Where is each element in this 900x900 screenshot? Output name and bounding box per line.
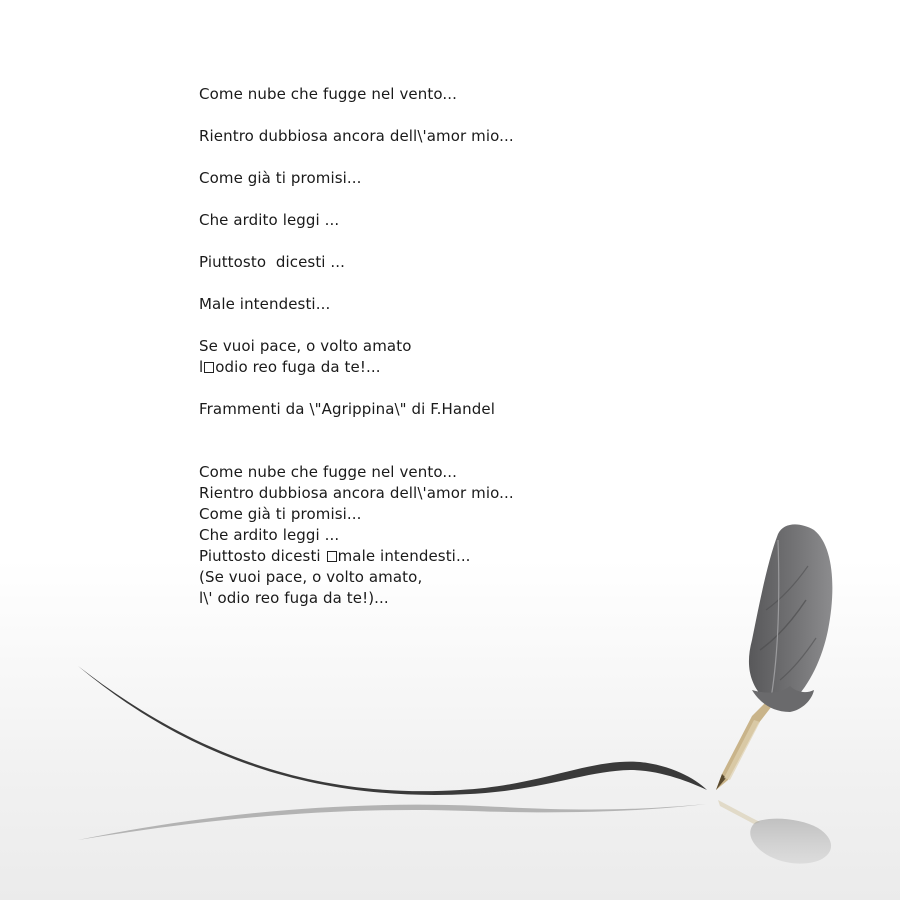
stanza (199, 336, 759, 378)
stanza (199, 84, 759, 105)
missing-glyph-box (327, 551, 337, 562)
stanza (199, 294, 759, 315)
poem-fragment: odio reo fuga da te!... (215, 358, 381, 376)
poem-attribution: Frammenti da \"Agrippina\" di F.Handel (199, 400, 495, 418)
poem-fragment: l (199, 358, 204, 376)
ink-stroke-reflection (78, 804, 706, 840)
ink-stroke (78, 666, 707, 795)
poem-line: Come nube che fugge nel vento... (199, 85, 457, 103)
poem-line: Che ardito leggi ... (199, 526, 340, 544)
poem-line: Piuttosto dicesti ... (199, 253, 346, 271)
poem-line: (Se vuoi pace, o volto amato, (199, 568, 423, 586)
stanza (199, 210, 759, 231)
stanza (199, 126, 759, 147)
poem-line: Che ardito leggi ... (199, 211, 340, 229)
poem-line: Come nube che fugge nel vento... (199, 463, 457, 481)
poem-line: l\' odio reo fuga da te!)... (199, 589, 389, 607)
poem-line: Come già ti promisi... (199, 505, 362, 523)
poem-line: Rientro dubbiosa ancora dell\'amor mio... (199, 484, 514, 502)
stanza (199, 399, 759, 420)
poem-fragment: male intendesti... (337, 547, 471, 565)
poem-line: Male intendesti... (199, 295, 331, 313)
poem-line: Se vuoi pace, o volto amato (199, 337, 412, 355)
poem-line: Come già ti promisi... (199, 169, 362, 187)
stanza (199, 168, 759, 189)
poem-text (199, 84, 759, 630)
poem-line (199, 546, 759, 567)
poem-line: Rientro dubbiosa ancora dell\'amor mio... (199, 127, 514, 145)
stanza (199, 252, 759, 273)
quill-reflection (718, 800, 831, 864)
poem-fragment: Piuttosto dicesti (199, 547, 326, 565)
stanza (199, 462, 759, 609)
poem-line (199, 357, 759, 378)
missing-glyph-box (204, 362, 214, 373)
